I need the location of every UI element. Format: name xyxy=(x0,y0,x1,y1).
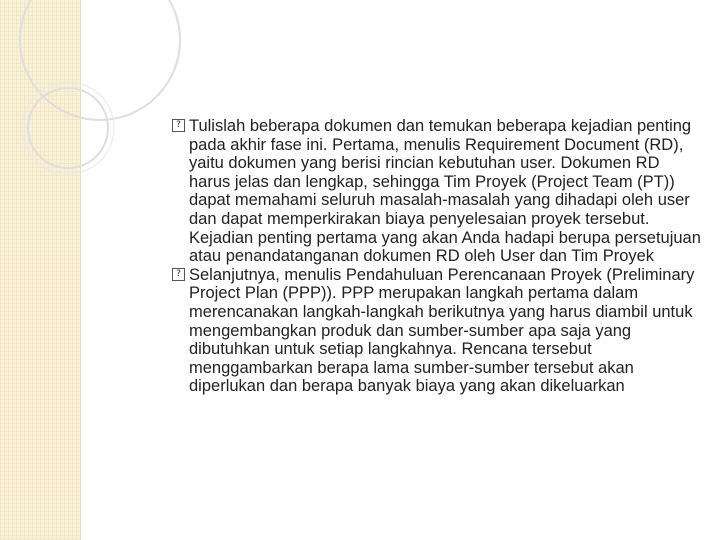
decorative-side-panel xyxy=(0,0,80,540)
bullet-paragraph-1 xyxy=(172,117,702,266)
paragraph-text: Selanjutnya, menulis Pendahuluan Perencanaan Proyek (Preliminary Project Plan (PPP)). PPP merupakan langkah pertama dalam merencanakan langkah-langkah berikutnya yang harus diambil untuk mengembangkan produk dan sumber-sumber apa saja yang dibutuhkan untuk setiap langkahnya. Rencana tersebut menggambarkan berapa lama sumber-sumber tersebut akan diperlukan dan berapa banyak biaya yang akan dikeluarkan xyxy=(189,265,695,396)
bullet-paragraph-2 xyxy=(172,266,702,396)
paragraph-text: Tulislah beberapa dokumen dan temukan beberapa kejadian penting pada akhir fase ini. Pertama, menulis Requirement Document (RD), yaitu dokumen yang berisi rincian kebutuhan user. Dokumen RD harus jelas dan lengkap, sehingga Tim Proyek (Project Team (PT)) dapat memahami seluruh masalah-masalah yang dihadapi oleh user dan dapat memperkirakan biaya penyelesaian proyek tersebut. Kejadian penting pertama yang akan Anda hadapi berupa persetujuan atau penandatanganan dokumen RD oleh User dan Tim Proyek xyxy=(189,117,701,266)
slide-body xyxy=(172,117,702,396)
replacement-char-box-icon: ? xyxy=(172,119,185,132)
side-panel-divider xyxy=(80,0,81,540)
replacement-char-box-icon: ? xyxy=(172,268,185,281)
